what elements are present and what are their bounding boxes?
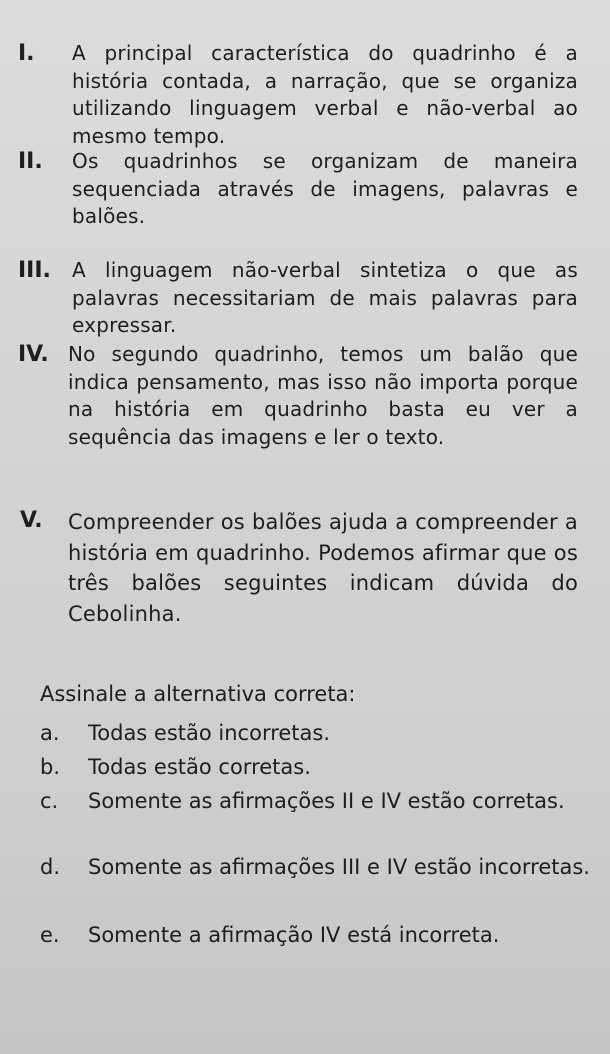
- answer-option-e[interactable]: [40, 920, 600, 950]
- statement-2: [18, 148, 578, 231]
- option-text: Todas estão corretas.: [88, 755, 311, 779]
- statement-text: A linguagem não-verbal sintetiza o que as palavras necessitariam de mais palavras para expressar.: [72, 258, 578, 337]
- statement-number: V.: [20, 508, 43, 533]
- answer-option-c[interactable]: [40, 786, 600, 816]
- option-letter: e.: [40, 923, 60, 947]
- statement-number: III.: [18, 258, 51, 283]
- option-text: Somente as afirmações II e IV estão corretas.: [88, 789, 565, 813]
- option-text: Somente as afirmações III e IV estão incorretas.: [88, 855, 590, 879]
- statement-text: No segundo quadrinho, temos um balão que indica pensamento, mas isso não importa porque na história em quadrinho basta eu ver a sequência das imagens e ler o texto.: [68, 342, 578, 449]
- statement-number: II.: [18, 149, 43, 174]
- option-text: Todas estão incorretas.: [88, 721, 331, 745]
- statement-number: IV.: [18, 342, 49, 367]
- statement-text: Compreender os balões ajuda a compreender a história em quadrinho. Podemos afirmar que os três balões seguintes indicam dúvida do Cebolinha.: [68, 510, 578, 626]
- statement-1: [18, 40, 578, 150]
- statement-text: Os quadrinhos se organizam de maneira sequenciada através de imagens, palavras e balões.: [72, 149, 578, 228]
- option-letter: a.: [40, 721, 60, 745]
- answer-option-a[interactable]: [40, 718, 600, 748]
- statement-4: [18, 341, 578, 451]
- option-letter: d.: [40, 855, 61, 879]
- statement-5: [18, 507, 578, 629]
- question-instruction: Assinale a alternativa correta:: [40, 682, 356, 706]
- statement-text: A principal característica do quadrinho é a história contada, a narração, que se organiza utilizando linguagem verbal e não-verbal ao mesmo tempo.: [72, 41, 578, 148]
- statement-3: [18, 257, 578, 340]
- option-letter: c.: [40, 789, 59, 813]
- statement-number: I.: [18, 41, 35, 66]
- option-text: Somente a afirmação IV está incorreta.: [88, 923, 500, 947]
- option-letter: b.: [40, 755, 61, 779]
- answer-option-b[interactable]: [40, 752, 600, 782]
- answer-option-d[interactable]: [40, 852, 600, 882]
